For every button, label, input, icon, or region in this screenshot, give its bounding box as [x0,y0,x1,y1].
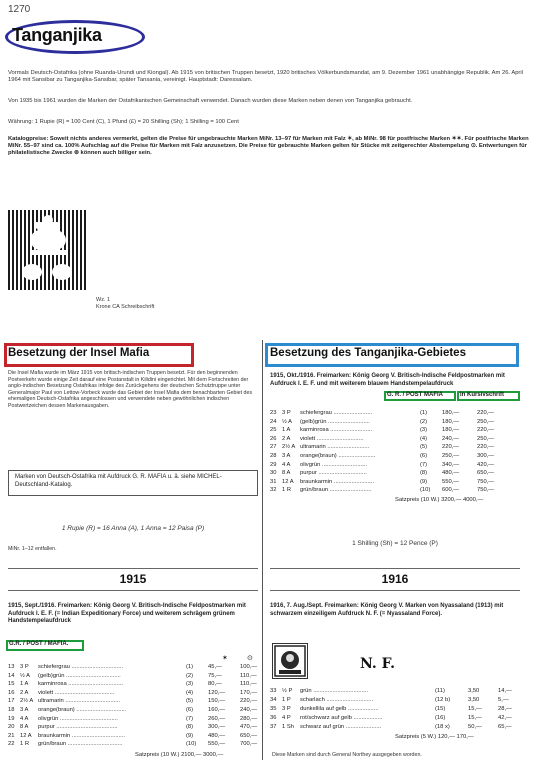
stamp-type-ref: (18 x) [435,724,450,730]
second-paragraph: Von 1935 bis 1961 wurden die Marken der Ostafrikanischen Gemeinschaft verwendet. Danach wurden diese Marken neben denen von Tanganjika gebraucht. [8,98,413,104]
catalog-note: Katalogpreise: Soweit nichts anderes vermerkt, gelten die Preise für ungebrauchte Marken MiNr. 13–97 für Marken mit Falz ✶, ab MiNr. 98 für postfrische Marken ✶✶. Für postfrische Marken MiNr. 55–97 sind ca. 100% Aufschlag auf die Preise für Marken mit Falz anzusetzen. Die Preise für gebrauchte Marken gelten für Stücke mit zeitgerechter Abstempelung ⊙. Entwertungen für philatelistische Zwecke ⊚ können auch billiger sein. [8,136,529,157]
stamp-color: rot/schwarz auf gelb .................. [300,715,383,721]
stamp-number: 15 [8,681,15,688]
stamp-value: ½ P [282,688,293,694]
stamp-type-ref: (1) [420,410,428,416]
stamp-number: 20 [8,724,15,731]
table-row [270,462,520,470]
price-mint: 300,— [208,724,226,731]
intro-paragraph: Vormals Deutsch-Ostafrika (ohne Ruanda-Urundi und Kiongal). Ab 1915 von britischen Truppen besetzt, 1920 britisches Völkerbundsmandat, am 9. Dezember 1961 unabhängige Republik. Am 26. April 1964 mit Sansibar zu Tanganjika-Sansibar, später Tansania, vereinigt. Hauptstadt: Daressalam. [8,70,523,84]
price-mint: 180,— [442,427,460,434]
stamp-color: olivgrün .................................... [38,715,118,722]
table-row [270,453,520,461]
nf-footnote: Diese Marken sind durch General Northey ausgegeben worden. [272,752,422,758]
stamp-value: 1 R [20,741,30,748]
right-heading: Besetzung des Tanganjika-Gebietes [270,347,466,359]
price-used: 110,— [240,681,257,688]
price-mint: 550,— [208,741,226,748]
stamp-value: 4 A [282,461,291,468]
stamp-value: 2½ A [282,444,296,451]
stamp-number: 32 [270,487,277,494]
stamp-value: ½ A [282,418,292,425]
price-used: 420,— [477,461,495,468]
reference-box: Marken von Deutsch-Ostafrika mit Aufdruck G. R. MAFIA u. ä. siehe MICHEL-Deutschland-Katalog. [8,470,258,496]
stamp-color: purpur ...................................... [38,724,118,731]
stamp-value: 12 A [20,732,32,739]
price-mint: 80,— [208,681,222,688]
price-mint: 3,50 [468,688,480,694]
table-row [8,681,258,689]
stamp-color: ultramarin .................................. [38,698,121,705]
stamp-number: 30 [270,470,277,477]
stamp-value: 3 P [20,664,29,670]
stamp-value: 4 P [282,715,291,721]
stamp-color: braunkarmin ................................. [38,732,125,739]
nyassaland-stamp-image [272,643,308,679]
stamp-type-ref: (3) [186,681,194,688]
stamp-type-ref: (3) [420,427,428,434]
stamp-type-ref: (5) [186,698,194,705]
stamp-type-ref: (9) [420,478,428,485]
price-mint: 340,— [442,461,460,468]
nf-stamp-table [270,688,520,738]
table-row [270,706,520,714]
price-mint: 180,— [442,410,460,416]
price-mint: 150,— [208,698,226,705]
price-mint: 180,— [442,418,460,425]
stamp-value: 1 Sh [282,724,294,730]
stamp-color: orange(braun) ....................... [300,453,376,459]
table-row [270,410,520,418]
watermark-caption [96,297,154,311]
table-row [8,724,258,732]
stamp-type-ref: (10) [186,741,197,748]
price-mint: 250,— [442,453,460,459]
stamp-color: (gelb)grün .......................... [300,418,370,425]
stamp-value: ½ A [20,672,30,679]
table-row [8,698,258,706]
price-used: 5,— [498,697,509,703]
stamp-type-ref: (10) [420,487,431,494]
stamp-type-ref: (7) [420,461,428,468]
stamp-color: dunkellila auf gelb ................... [300,706,379,712]
table-row [270,487,520,495]
stamp-type-ref: (15) [435,706,446,712]
table-row [270,688,520,696]
left-currency: 1 Rupie (R) = 16 Anna (A), 1 Anna = 12 Paisa (P) [61,525,205,532]
stamp-number: 29 [270,461,277,468]
table-row [8,664,258,672]
price-used: 42,— [498,715,512,721]
price-used: 650,— [477,470,495,477]
price-used: 470,— [240,724,258,731]
price-mint: 480,— [208,732,226,739]
stamp-color: orange(braun) ............................... [38,707,127,713]
table-row [270,479,520,487]
right-currency: 1 Shilling (Sh) = 12 Pence (P) [352,540,438,547]
table-row [270,470,520,478]
price-mint: 220,— [442,444,460,451]
stamp-color: (gelb)grün .................................. [38,672,121,679]
table-row [270,419,520,427]
table-row [270,715,520,723]
stamp-value: 8 A [20,724,29,731]
page-number: 1270 [8,4,31,15]
stamp-number: 26 [270,435,277,442]
table-row [270,427,520,435]
stamp-value: 1 A [282,427,291,434]
left-year-rule-top [8,568,258,569]
stamp-number: 37 [270,724,277,730]
table-row [8,716,258,724]
price-used: 250,— [477,435,495,442]
stamp-value: 2 A [282,435,291,442]
page-title: Tanganjika [12,25,102,45]
left-col-symbol-used: ⊙ [247,655,253,662]
price-mint: 50,— [468,724,482,730]
stamp-type-ref: (4) [186,689,194,696]
stamp-type-ref: (6) [186,707,194,713]
stamp-type-ref: (9) [186,732,194,739]
stamp-type-ref: (8) [186,724,194,731]
stamp-type-ref: (2) [186,672,194,679]
stamp-color: grün/braun .................................. [38,741,123,748]
stamp-value: 1 A [20,681,29,688]
stamp-value: 2½ A [20,698,34,705]
nf-issue-header: 1916, 7. Aug./Sept. Freimarken: König Georg V. Marken von Nyassaland (1913) mit schwarzem einzeiligem Aufdruck N. F. (= Nyassaland Force). [270,603,504,617]
nf-overprint: N. F. [360,656,396,672]
watermark-caption-line-1: Wz. 1 [96,297,111,303]
price-mint: 240,— [442,435,460,442]
stamp-value: 1 P [282,697,291,703]
stamp-color: violett ............................. [300,435,364,442]
table-row [270,697,520,705]
left-col-symbol-mint: ✶ [222,655,228,662]
stamp-number: 34 [270,697,277,703]
right-issue-header: 1915, Okt./1916. Freimarken: König Georg V. Britisch-Indische Feldpostmarken mit Aufdruck I. E. F. und mit weiterem blauem Handstempelaufdruck [270,373,505,387]
stamp-type-ref: (5) [420,444,428,451]
stamp-type-ref: (7) [186,715,194,722]
price-used: 100,— [240,664,258,670]
price-used: 750,— [477,487,495,494]
watermark-caption-line-2: Krone CA Schreibschrift [96,303,155,310]
price-used: 650,— [240,732,258,739]
price-mint: 480,— [442,470,460,477]
stamp-color: olivgrün ............................ [300,461,368,468]
right-year: 1916 [381,572,409,586]
price-mint: 550,— [442,478,460,485]
price-used: 240,— [240,707,258,713]
stamp-color: karminrosa .................................. [38,681,124,688]
table-row [8,733,258,741]
price-mint: 260,— [208,715,226,722]
price-used: 220,— [240,698,258,705]
currency-line: Währung: 1 Rupie (R) = 100 Cent (C), 1 Pfund (£) = 20 Shilling (Sh); 1 Shilling = 100 Cent [8,119,239,125]
price-mint: 15,— [468,715,482,721]
price-used: 170,— [240,689,258,696]
left-year-rule-bottom [8,590,258,591]
stamp-type-ref: (12 b) [435,697,451,703]
stamp-type-ref: (6) [420,453,428,459]
right-green-text-1: G. R. / POST MAFIA [387,392,444,398]
stamp-value: 1 R [282,487,292,494]
price-used: 220,— [477,444,495,451]
stamp-type-ref: (1) [186,664,194,670]
price-mint: 600,— [442,487,460,494]
stamp-color: schiefergrau ........................ [300,410,373,416]
price-used: 65,— [498,724,512,730]
stamp-type-ref: (2) [420,418,428,425]
price-used: 250,— [477,418,495,425]
stamp-number: 27 [270,444,277,451]
price-used: 14,— [498,688,512,694]
price-used: 750,— [477,478,495,485]
stamp-color: grün .................................. [300,688,368,694]
stamp-color: schwarz auf grün ...................... [300,724,382,730]
table-row [8,741,258,749]
stamp-color: violett ..................................... [38,689,115,696]
stamp-color: ultramarin .......................... [300,444,370,451]
price-mint: 120,— [208,689,226,696]
stamp-number: 36 [270,715,277,721]
table-row [8,707,258,715]
stamp-value: 3 A [282,453,291,459]
stamp-number: 21 [8,732,15,739]
left-year: 1915 [119,572,147,586]
mafia-description: Die Insel Mafia wurde im März 1915 von britisch-indischen Truppen besetzt. Für den beginnenden Postverkehr wurde einige Zeit darauf eine Postanstalt in Kilidini eingerichtet. Mit dem Fortschreiten der anglo-indischen Besetzung Ostafrikas infolge des Zurückgehens der deutschen Schutztruppe unter Generalmajor Paul von Lettow-Vorbeck wurde das Gebiet der Insel Mafia dem benachbarten Gebiet des ehemaligen Deutsch-Ostafrika angeschlossen und verwendete neben gewöhnlichen indischen Postwertzeichen dessen Markenausgaben. [8,370,253,410]
stamp-value: 3 P [282,706,291,712]
stamp-number: 17 [8,698,15,705]
stamp-value: 8 A [282,470,291,477]
stamp-type-ref: (16) [435,715,446,721]
stamp-color: karminrosa .......................... [300,427,373,434]
stamp-number: 23 [270,410,277,416]
right-green-text-2: in Kursivschrift [460,392,505,398]
left-stamp-table [8,664,258,754]
left-minr-note: MiNr. 1–12 entfallen. [8,546,57,552]
left-heading: Besetzung der Insel Mafia [8,347,150,359]
stamp-color: braunkarmin ......................... [300,478,375,485]
stamp-color: purpur .............................. [300,470,367,477]
stamp-number: 28 [270,453,277,459]
price-used: 110,— [240,672,257,679]
price-used: 300,— [477,453,495,459]
column-divider [262,340,263,760]
stamp-number: 18 [8,707,15,713]
right-year-rule-top [270,568,520,569]
right-year-rule-bottom [270,590,520,591]
table-row [270,444,520,452]
stamp-number: 19 [8,715,15,722]
stamp-type-ref: (4) [420,435,428,442]
stamp-number: 25 [270,427,277,434]
left-issue-header: 1915, Sept./1916. Freimarken: König Georg V. Britisch-Indische Feldpostmarken mit Aufdruck I. E. F. (= Indian Expeditionary Force) und weiterem schrägem grünem Handstempelaufdruck [8,603,246,624]
price-mint: 75,— [208,672,222,679]
stamp-value: 2 A [20,689,29,696]
price-mint: 3,50 [468,697,480,703]
watermark-crown-image [8,210,88,290]
nf-satzpreis: Satzpreis (5 W.) 120,— 170,— [395,734,474,740]
stamp-number: 14 [8,672,15,679]
stamp-type-ref: (11) [435,688,445,694]
price-mint: 15,— [468,706,482,712]
price-used: 280,— [240,715,258,722]
price-mint: 160,— [208,707,226,713]
table-row [8,673,258,681]
stamp-number: 16 [8,689,15,696]
stamp-type-ref: (8) [420,470,428,477]
price-mint: 45,— [208,664,222,670]
stamp-number: 22 [8,741,15,748]
stamp-number: 33 [270,688,277,694]
left-satzpreis: Satzpreis (10 W.) 2100,— 3000,— [135,752,224,758]
right-satzpreis: Satzpreis (10 W.) 3200,— 4000,— [395,497,484,503]
price-used: 220,— [477,427,495,434]
stamp-value: 12 A [282,478,294,485]
table-row [270,724,520,732]
stamp-value: 3 A [20,707,29,713]
stamp-color: scharlach ............................. [300,697,374,703]
price-used: 700,— [240,741,258,748]
stamp-number: 24 [270,418,277,425]
stamp-number: 31 [270,478,277,485]
table-row [8,690,258,698]
stamp-value: 3 P [282,410,291,416]
price-used: 28,— [498,706,512,712]
stamp-color: schiefergrau ................................ [38,664,124,670]
right-stamp-table [270,410,520,505]
stamp-number: 35 [270,706,277,712]
stamp-number: 13 [8,664,15,670]
price-used: 220,— [477,410,495,416]
stamp-color: grün/braun .......................... [300,487,372,494]
left-green-text: G.R. / POST / MAFIA. [9,641,69,647]
stamp-value: 4 A [20,715,29,722]
table-row [270,436,520,444]
